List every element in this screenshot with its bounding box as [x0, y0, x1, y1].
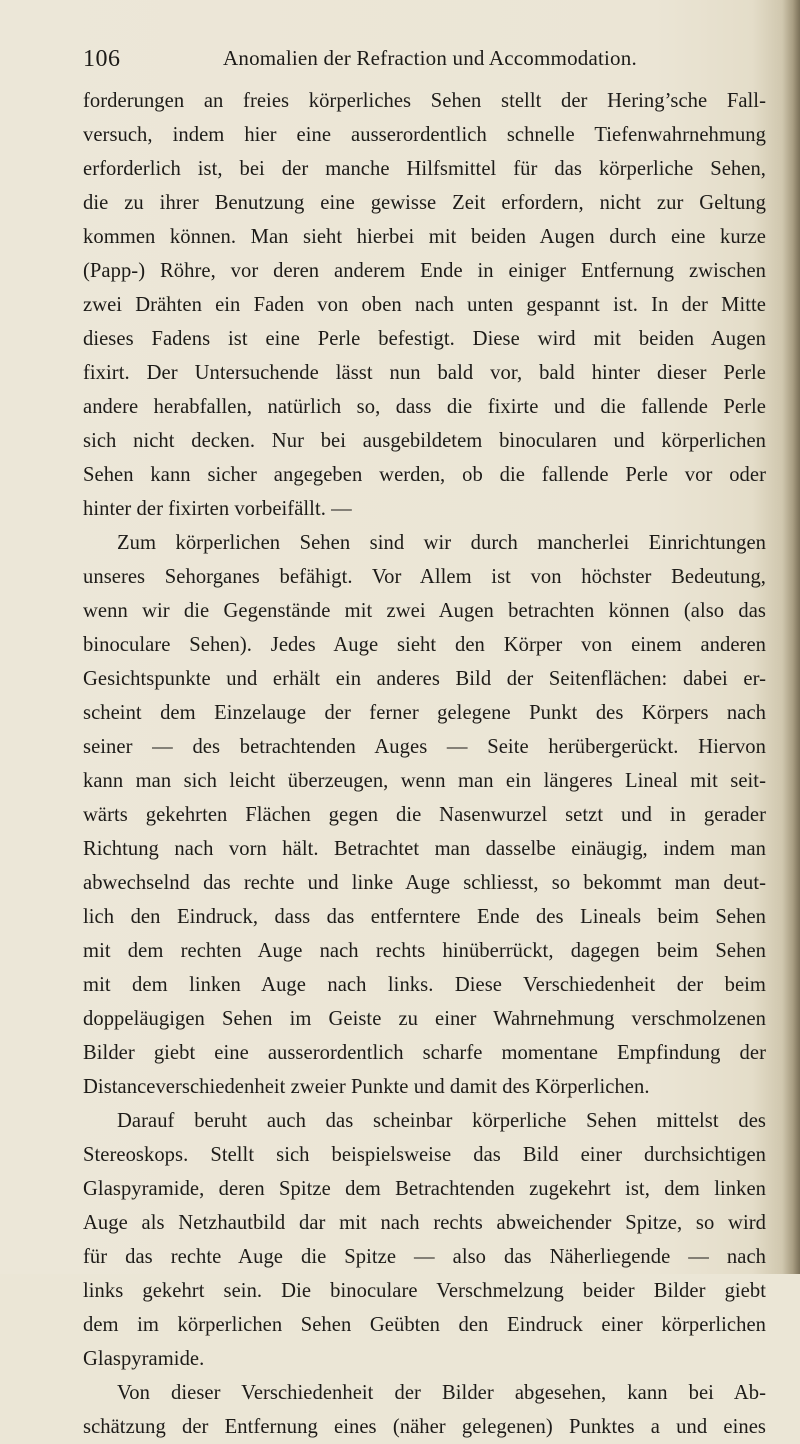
text-line: Darauf beruht auch das scheinbar körperliche Sehen mittelst des	[117, 1110, 766, 1132]
text-line: kommen können. Man sieht hierbei mit beiden Augen durch eine kurze	[83, 226, 766, 248]
text-line: Bilder giebt eine ausserordentlich scharfe momentane Empfindung der	[83, 1042, 766, 1064]
text-line: Distanceverschiedenheit zweier Punkte und damit des Körperlichen.	[83, 1076, 650, 1098]
text-line: wärts gekehrten Flächen gegen die Nasenwurzel setzt und in gerader	[83, 804, 766, 826]
text-line: erforderlich ist, bei der manche Hilfsmittel für das körperliche Sehen,	[83, 158, 766, 180]
running-title: Anomalien der Refraction und Accommodation.	[223, 46, 637, 70]
text-line: versuch, indem hier eine ausserordentlich schnelle Tiefenwahrnehmung	[83, 124, 766, 146]
text-line: schätzung der Entfernung eines (näher gelegenen) Punktes a und eines	[83, 1416, 766, 1438]
page-edge-shadow	[782, 0, 800, 1274]
text-line: mit dem rechten Auge nach rechts hinüberrückt, dagegen beim Sehen	[83, 940, 766, 962]
text-line: Glaspyramide.	[83, 1348, 205, 1370]
text-line: Richtung nach vorn hält. Betrachtet man dasselbe einäugig, indem man	[83, 838, 766, 860]
page-header	[83, 40, 773, 80]
text-line: dem im körperlichen Sehen Geübten den Eindruck einer körperlichen	[83, 1314, 766, 1336]
text-line: fixirt. Der Untersuchende lässt nun bald vor, bald hinter dieser Perle	[83, 362, 766, 384]
text-line: Glaspyramide, deren Spitze dem Betrachtenden zugekehrt ist, dem linken	[83, 1178, 766, 1200]
text-line: forderungen an freies körperliches Sehen stellt der Hering’sche Fall-	[83, 90, 766, 112]
text-line: scheint dem Einzelauge der ferner gelegene Punkt des Körpers nach	[83, 702, 766, 724]
page-number: 106	[83, 46, 121, 72]
text-line: Stereoskops. Stellt sich beispielsweise das Bild einer durchsichtigen	[83, 1144, 766, 1166]
body-text	[83, 84, 766, 1444]
text-line: Sehen kann sicher angegeben werden, ob die fallende Perle vor oder	[83, 464, 766, 486]
text-line: hinter der fixirten vorbeifällt. —	[83, 498, 352, 520]
text-line: die zu ihrer Benutzung eine gewisse Zeit erfordern, nicht zur Geltung	[83, 192, 766, 214]
text-line: andere herabfallen, natürlich so, dass die fixirte und die fallende Perle	[83, 396, 766, 418]
text-line: für das rechte Auge die Spitze — also das Näherliegende — nach	[83, 1246, 766, 1268]
text-line: wenn wir die Gegenstände mit zwei Augen betrachten können (also das	[83, 600, 766, 622]
text-line: links gekehrt sein. Die binoculare Verschmelzung beider Bilder giebt	[83, 1280, 766, 1302]
text-line: Gesichtspunkte und erhält ein anderes Bild der Seitenflächen: dabei er-	[83, 668, 766, 690]
text-line: binoculare Sehen). Jedes Auge sieht den Körper von einem anderen	[83, 634, 766, 656]
text-line: Von dieser Verschiedenheit der Bilder abgesehen, kann bei Ab-	[117, 1382, 766, 1404]
text-line: lich den Eindruck, dass das entferntere Ende des Lineals beim Sehen	[83, 906, 766, 928]
text-line: Auge als Netzhautbild dar mit nach rechts abweichender Spitze, so wird	[83, 1212, 766, 1234]
text-line: mit dem linken Auge nach links. Diese Verschiedenheit der beim	[83, 974, 766, 996]
text-line: unseres Sehorganes befähigt. Vor Allem ist von höchster Bedeutung,	[83, 566, 766, 588]
text-line: Zum körperlichen Sehen sind wir durch mancherlei Einrichtungen	[117, 532, 766, 554]
text-line: zwei Drähten ein Faden von oben nach unten gespannt ist. In der Mitte	[83, 294, 766, 316]
text-line: abwechselnd das rechte und linke Auge schliesst, so bekommt man deut-	[83, 872, 766, 894]
text-line: doppeläugigen Sehen im Geiste zu einer Wahrnehmung verschmolzenen	[83, 1008, 766, 1030]
text-line: seiner — des betrachtenden Auges — Seite herübergerückt. Hiervon	[83, 736, 766, 758]
text-line: kann man sich leicht überzeugen, wenn man ein längeres Lineal mit seit-	[83, 770, 766, 792]
text-line: sich nicht decken. Nur bei ausgebildetem binocularen und körperlichen	[83, 430, 766, 452]
text-line: (Papp-) Röhre, vor deren anderem Ende in einiger Entfernung zwischen	[83, 260, 766, 282]
text-line: dieses Fadens ist eine Perle befestigt. Diese wird mit beiden Augen	[83, 328, 766, 350]
